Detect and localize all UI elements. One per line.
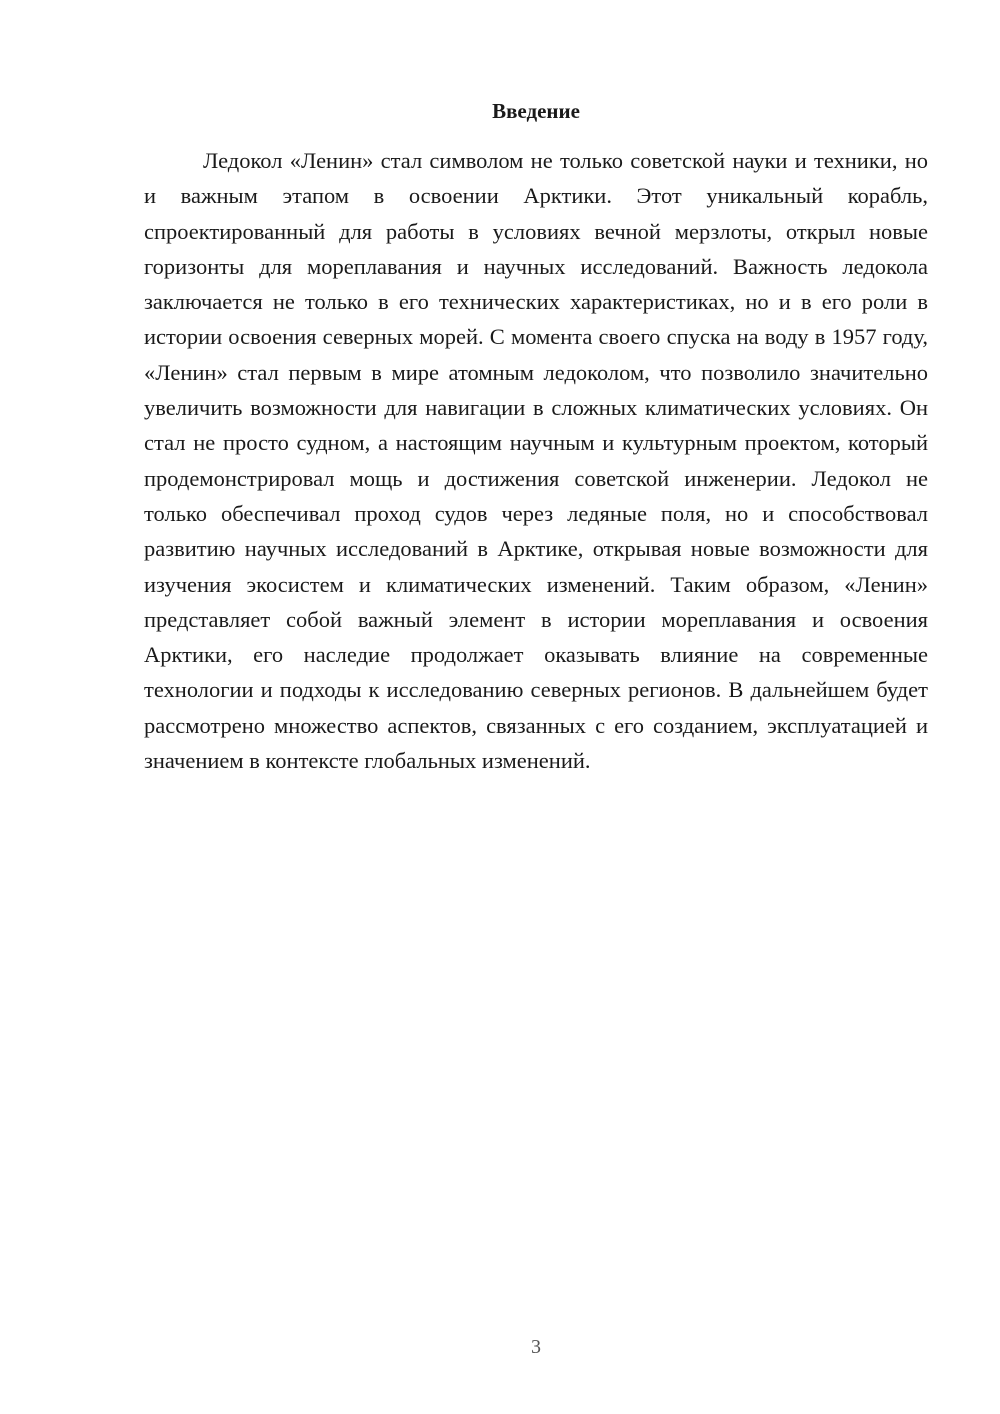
body-paragraph: Ледокол «Ленин» стал символом не только советской науки и техники, но и важным этапом в освоении Арктики. Этот уникальный корабль, спроектированный для работы в условиях вечной мерзлоты, открыл новые горизонты для мореплавания и научных исследований. Важность ледокола заключается не только в его технических характеристиках, но и в его роли в истории освоения северных морей. С момента своего спуска на воду в 1957 году, «Ленин» стал первым в мире атомным ледоколом, что позволило значительно увеличить возможности для навигации в сложных климатических условиях. Он стал не просто судном, а настоящим научным и культурным проектом, который продемонстрировал мощь и достижения советской инженерии. Ледокол не только обеспечивал проход судов через ледяные поля, но и способствовал развитию научных исследований в Арктике, открывая новые возможности для изучения экосистем и климатических изменений. Таким образом, «Ленин» представляет собой важный элемент в истории мореплавания и освоения Арктики, его наследие продолжает оказывать влияние на современные технологии и подходы к исследованию северных регионов. В дальнейшем будет рассмотрено множество аспектов, связанных с его созданием, эксплуатацией и значением в контексте глобальных изменений. xyxy=(144,148,928,774)
section-heading: Введение xyxy=(492,99,580,123)
page-number: 3 xyxy=(531,1336,541,1358)
